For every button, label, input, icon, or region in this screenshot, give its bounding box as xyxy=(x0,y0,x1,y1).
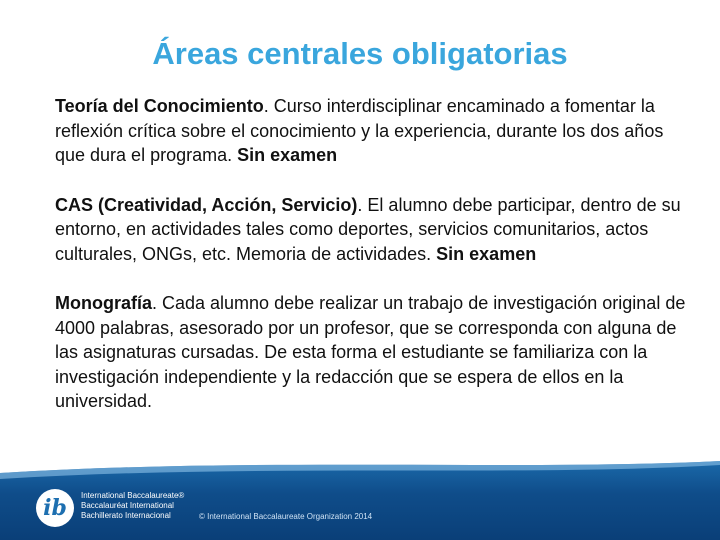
term-monografia: Monografía xyxy=(55,293,152,313)
slide-title: Áreas centrales obligatorias xyxy=(152,36,568,71)
exam-note: Sin examen xyxy=(237,145,338,165)
term-cas: CAS (Creatividad, Acción, Servicio) xyxy=(55,194,358,215)
exam-note: Sin examen xyxy=(436,243,537,264)
copyright-text: © International Baccalaureate Organization 2014 xyxy=(199,512,373,521)
paragraph-cas xyxy=(55,193,695,267)
paragraph-tok xyxy=(55,94,695,168)
paragraph-text: . Curso interdisciplinar encaminado a fomentar la reflexión crítica sobre el conocimiento y la experiencia, durante los dos años que dura el programa. xyxy=(55,96,664,165)
org-name xyxy=(81,491,184,521)
org-line: International Baccalaureate® xyxy=(81,491,185,500)
paragraph-monografia xyxy=(55,291,695,414)
term-tok: Teoría del Conocimiento xyxy=(55,96,264,116)
ib-logo: ib xyxy=(36,489,74,527)
slide-body xyxy=(55,94,695,439)
org-line: Baccalauréat International xyxy=(81,501,174,510)
paragraph-text: . El alumno debe participar, dentro de su entorno, en actividades tales como deportes, servicios comunitarios, actos culturales, ONGs, etc. Memoria de actividades. xyxy=(55,194,681,264)
paragraph-text: . Cada alumno debe realizar un trabajo de investigación original de 4000 palabras, asesorado por un profesor, que se corresponda con alguna de las asignaturas cursadas. De esta forma el estudiante se familiariza con la investigación independiente y la redacción que se espera de ellos en la universidad. xyxy=(55,293,686,411)
org-line: Bachillerato Internacional xyxy=(81,511,171,520)
